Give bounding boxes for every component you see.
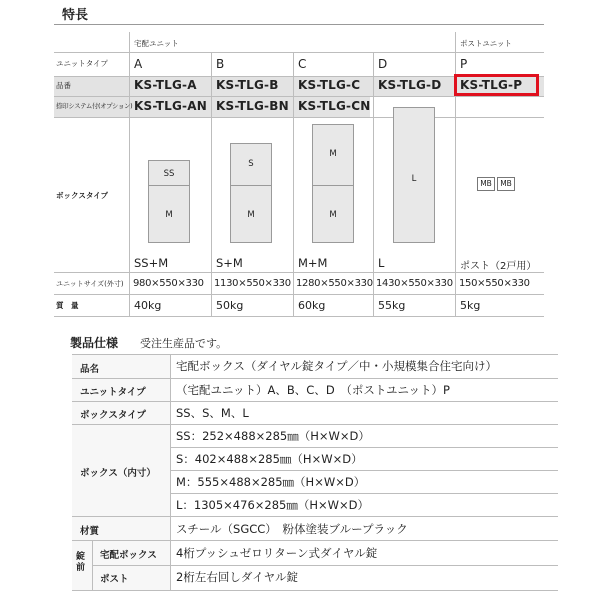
spec-title: 製品仕様: [70, 336, 119, 350]
box-type-b: S+M: [216, 256, 243, 270]
group-delivery-unit: 宅配ユニット: [134, 39, 179, 48]
box-type-p: ポスト（2戸用）: [460, 261, 537, 272]
spec-key-box-inner: ボックス（内寸）: [80, 468, 156, 479]
spec-key-material: 材質: [80, 526, 100, 537]
spec-value-lock-post: 2桁左右回しダイヤル錠: [176, 570, 298, 584]
box-label-ss: SS: [163, 169, 175, 179]
weight-d: 55kg: [378, 299, 406, 312]
divider: [54, 24, 544, 25]
unit-size-b: 1130×550×330: [214, 278, 291, 289]
model-option-a: KS-TLG-AN: [134, 99, 207, 113]
weight-c: 60kg: [298, 299, 326, 312]
weight-p: 5kg: [460, 299, 481, 312]
spec-key-lock-delivery: 宅配ボックス: [100, 550, 157, 561]
features-title: 特長: [62, 8, 89, 23]
box-type-a: SS+M: [134, 256, 169, 270]
unit-size-d: 1430×550×330: [376, 278, 453, 289]
label-unit-type: ユニットタイプ: [56, 59, 108, 68]
box-illustration-d: [393, 107, 435, 243]
box-type-c: M+M: [298, 256, 328, 270]
spec-key-box-type: ボックスタイプ: [80, 410, 146, 421]
weight-a: 40kg: [134, 299, 162, 312]
unit-size-p: 150×550×330: [459, 278, 530, 289]
spec-note: 受注生産品です。: [140, 337, 228, 350]
model-b: KS-TLG-B: [216, 78, 279, 92]
box-label-mb: MB: [477, 177, 495, 191]
label-model: 品番: [56, 81, 71, 90]
unit-type-d: D: [378, 57, 388, 71]
box-label-mb: MB: [497, 177, 515, 191]
model-p: KS-TLG-P: [460, 78, 523, 92]
spec-key-lock-post: ポスト: [100, 574, 129, 585]
unit-type-a: A: [134, 57, 143, 71]
model-d: KS-TLG-D: [378, 78, 442, 92]
unit-type-c: C: [298, 57, 307, 71]
box-type-d: L: [378, 256, 385, 270]
label-seal-option: 捺印システム付(オプション): [56, 102, 133, 110]
box-illustration-b: [230, 143, 272, 243]
spec-key-unit-type: ユニットタイプ: [80, 387, 146, 398]
weight-b: 50kg: [216, 299, 244, 312]
highlight-frame: [454, 74, 539, 96]
spec-value-box-type: SS、S、M、L: [176, 406, 249, 420]
unit-size-c: 1280×550×330: [296, 278, 373, 289]
spec-value-box-ss: SS：252×488×285㎜（H×W×D）: [176, 429, 370, 443]
box-label-m: M: [329, 149, 337, 159]
spec-value-box-s: S：402×488×285㎜（H×W×D）: [176, 452, 363, 466]
unit-type-p: P: [460, 57, 468, 71]
spec-value-unit-type: （宅配ユニット）A、B、C、D （ポストユニット）P: [176, 383, 450, 397]
box-label-m: M: [247, 210, 255, 220]
model-a: KS-TLG-A: [134, 78, 197, 92]
label-unit-size: ユニットサイズ(外寸): [56, 280, 124, 288]
spec-value-name: 宅配ボックス（ダイヤル錠タイプ／中・小規模集合住宅向け）: [176, 359, 497, 373]
unit-size-a: 980×550×330: [133, 278, 204, 289]
box-label-l: L: [411, 174, 417, 184]
spec-value-lock-delivery: 4桁プッシュゼロリターン式ダイヤル錠: [176, 546, 378, 560]
unit-type-b: B: [216, 57, 225, 71]
model-c: KS-TLG-C: [298, 78, 361, 92]
box-label-m: M: [165, 210, 173, 220]
model-option-c: KS-TLG-CN: [298, 99, 371, 113]
box-label-s: S: [248, 159, 254, 169]
group-post-unit: ポストユニット: [460, 39, 512, 48]
box-illustration-c: [312, 124, 354, 243]
box-illustration-a: [148, 160, 190, 243]
model-option-b: KS-TLG-BN: [216, 99, 289, 113]
spec-key-name: 品名: [80, 364, 100, 375]
label-box-type: ボックスタイプ: [56, 191, 109, 200]
label-weight: 質 量: [56, 301, 79, 310]
spec-value-material: スチール（SGCC） 粉体塗装ブループラック: [176, 522, 408, 536]
spec-value-box-l: L：1305×476×285㎜（H×W×D）: [176, 498, 369, 512]
spec-key-lock: 錠前: [76, 552, 86, 573]
box-label-m: M: [329, 210, 337, 220]
spec-value-box-m: M：555×488×285㎜（H×W×D）: [176, 475, 366, 489]
